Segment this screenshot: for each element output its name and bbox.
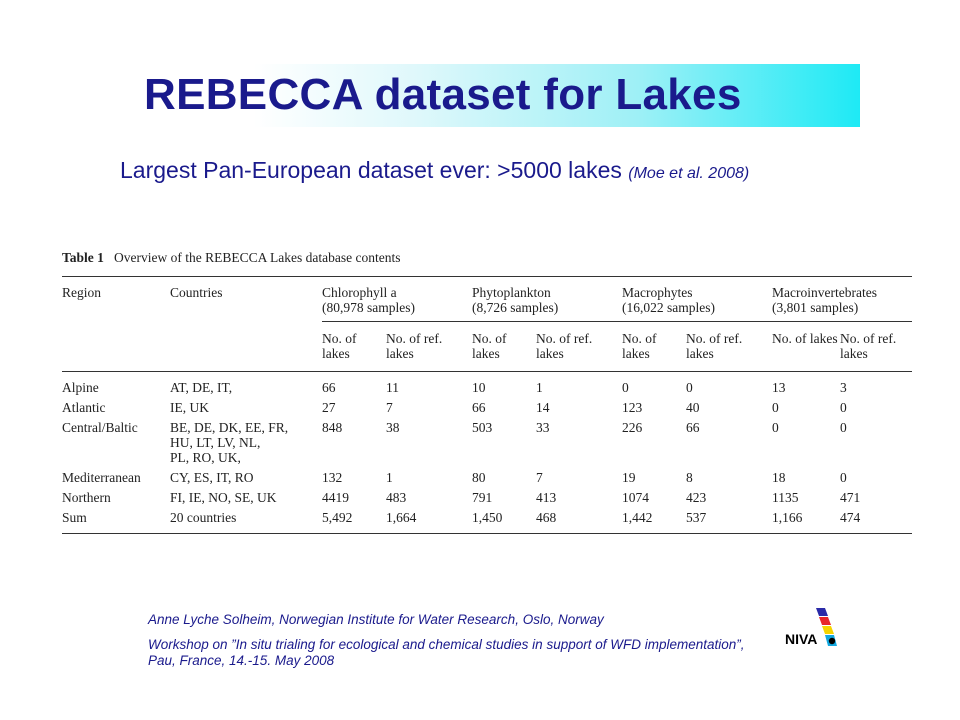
row-region: Central/Baltic [62,420,138,435]
group-samples: (8,726 samples) [472,300,559,315]
header-group-macroinvertebrates [772,277,912,322]
logo-stripe-yellow [822,626,834,634]
table-caption [62,250,912,266]
cell-no-of-ref-lakes: 468 [536,510,622,534]
footer-workshop: Workshop on ”In situ trialing for ecological and chemical studies in support of WFD implementation”, Pau, France, 14.-15. May 2008 [148,637,745,668]
cell-no-of-lakes: 66 [472,400,486,415]
row-countries: FI, IE, NO, SE, UK [170,490,277,505]
cell-no-of-lakes: 1074 [622,490,650,505]
table-row [62,490,912,510]
cell-no-of-lakes: 1,450 [472,510,536,534]
cell-no-of-ref-lakes: 38 [386,420,400,435]
group-samples: (80,978 samples) [322,300,415,315]
table-caption-label: Table 1 [62,250,104,265]
subheader-no-of-ref-lakes: No. of ref. lakes [386,322,472,372]
cell-no-of-ref-lakes: 413 [536,490,557,505]
cell-no-of-lakes: 66 [322,380,336,395]
table-row [62,400,912,420]
table-row [62,420,912,470]
dataset-table-figure [62,250,912,534]
cell-no-of-ref-lakes: 1,664 [386,510,472,534]
cell-no-of-ref-lakes: 483 [386,490,407,505]
subtitle-main: Largest Pan-European dataset ever: >5000 lakes [120,157,622,183]
row-region: Alpine [62,380,99,395]
row-countries: IE, UK [170,400,209,415]
table-caption-text: Overview of the REBECCA Lakes database contents [114,250,401,265]
cell-no-of-lakes: 13 [772,380,786,395]
subheader-no-of-lakes: No. of lakes [772,322,840,372]
cell-no-of-lakes: 80 [472,470,486,485]
row-region: Northern [62,490,111,505]
cell-no-of-ref-lakes: 0 [686,380,693,395]
cell-no-of-ref-lakes: 0 [840,420,847,435]
table-row [62,470,912,490]
cell-no-of-ref-lakes: 7 [386,400,393,415]
table-body [62,372,912,534]
header-empty [62,322,170,372]
cell-no-of-ref-lakes: 474 [840,510,912,534]
row-countries: BE, DE, DK, EE, FR, HU, LT, LV, NL, PL, RO, UK, [170,420,289,465]
header-region: Region [62,277,170,322]
logo-text: NIVA [785,631,818,647]
cell-no-of-lakes: 1,166 [772,510,840,534]
subheader-no-of-lakes: No. of lakes [472,322,536,372]
row-region: Sum [62,510,170,534]
cell-no-of-ref-lakes: 1 [386,470,393,485]
group-samples: (3,801 samples) [772,300,859,315]
table-row [62,372,912,401]
row-region: Atlantic [62,400,106,415]
cell-no-of-ref-lakes: 471 [840,490,861,505]
cell-no-of-lakes: 4419 [322,490,349,505]
logo-stripe-blue [816,608,828,616]
cell-no-of-ref-lakes: 8 [686,470,693,485]
cell-no-of-ref-lakes: 423 [686,490,707,505]
header-group-phytoplankton [472,277,622,322]
cell-no-of-lakes: 18 [772,470,786,485]
row-countries: CY, ES, IT, RO [170,470,254,485]
slide-title: REBECCA dataset for Lakes [144,70,742,119]
group-name: Phytoplankton [472,285,551,300]
cell-no-of-lakes: 0 [772,420,779,435]
header-empty [170,322,322,372]
cell-no-of-ref-lakes: 537 [686,510,772,534]
row-countries: AT, DE, IT, [170,380,233,395]
cell-no-of-lakes: 503 [472,420,493,435]
header-group-chlorophyll [322,277,472,322]
slide-subtitle [120,157,749,184]
cell-no-of-lakes: 848 [322,420,343,435]
header-countries: Countries [170,277,322,322]
cell-no-of-ref-lakes: 1 [536,380,543,395]
row-region: Mediterranean [62,470,141,485]
subheader-no-of-lakes: No. of lakes [322,322,386,372]
cell-no-of-lakes: 5,492 [322,510,386,534]
group-name: Macroinvertebrates [772,285,877,300]
cell-no-of-ref-lakes: 40 [686,400,700,415]
cell-no-of-ref-lakes: 66 [686,420,700,435]
cell-no-of-ref-lakes: 0 [840,470,847,485]
cell-no-of-ref-lakes: 33 [536,420,550,435]
logo-stripe-red [819,617,831,625]
cell-no-of-lakes: 19 [622,470,636,485]
cell-no-of-lakes: 1,442 [622,510,686,534]
cell-no-of-lakes: 10 [472,380,486,395]
group-name: Macrophytes [622,285,693,300]
rebecca-lakes-table [62,276,912,534]
logo-drop [829,638,835,644]
subheader-no-of-ref-lakes: No. of ref. lakes [840,322,912,372]
cell-no-of-lakes: 27 [322,400,336,415]
subheader-no-of-lakes: No. of lakes [622,322,686,372]
group-name: Chlorophyll a [322,285,397,300]
cell-no-of-ref-lakes: 11 [386,380,399,395]
cell-no-of-lakes: 132 [322,470,343,485]
subheader-no-of-ref-lakes: No. of ref. lakes [686,322,772,372]
cell-no-of-ref-lakes: 7 [536,470,543,485]
cell-no-of-lakes: 791 [472,490,493,505]
row-countries: 20 countries [170,510,322,534]
subheader-no-of-ref-lakes: No. of ref. lakes [536,322,622,372]
niva-logo-icon [784,606,846,652]
footer [148,612,768,678]
footer-author: Anne Lyche Solheim, Norwegian Institute for Water Research, Oslo, Norway [148,612,604,627]
header-group-macrophytes [622,277,772,322]
cell-no-of-lakes: 0 [772,400,779,415]
cell-no-of-lakes: 0 [622,380,629,395]
cell-no-of-ref-lakes: 0 [840,400,847,415]
cell-no-of-ref-lakes: 3 [840,380,847,395]
cell-no-of-lakes: 226 [622,420,643,435]
cell-no-of-ref-lakes: 14 [536,400,550,415]
cell-no-of-lakes: 1135 [772,490,799,505]
group-samples: (16,022 samples) [622,300,716,315]
subtitle-citation: (Moe et al. 2008) [628,165,750,182]
cell-no-of-lakes: 123 [622,400,643,415]
table-row [62,510,912,534]
